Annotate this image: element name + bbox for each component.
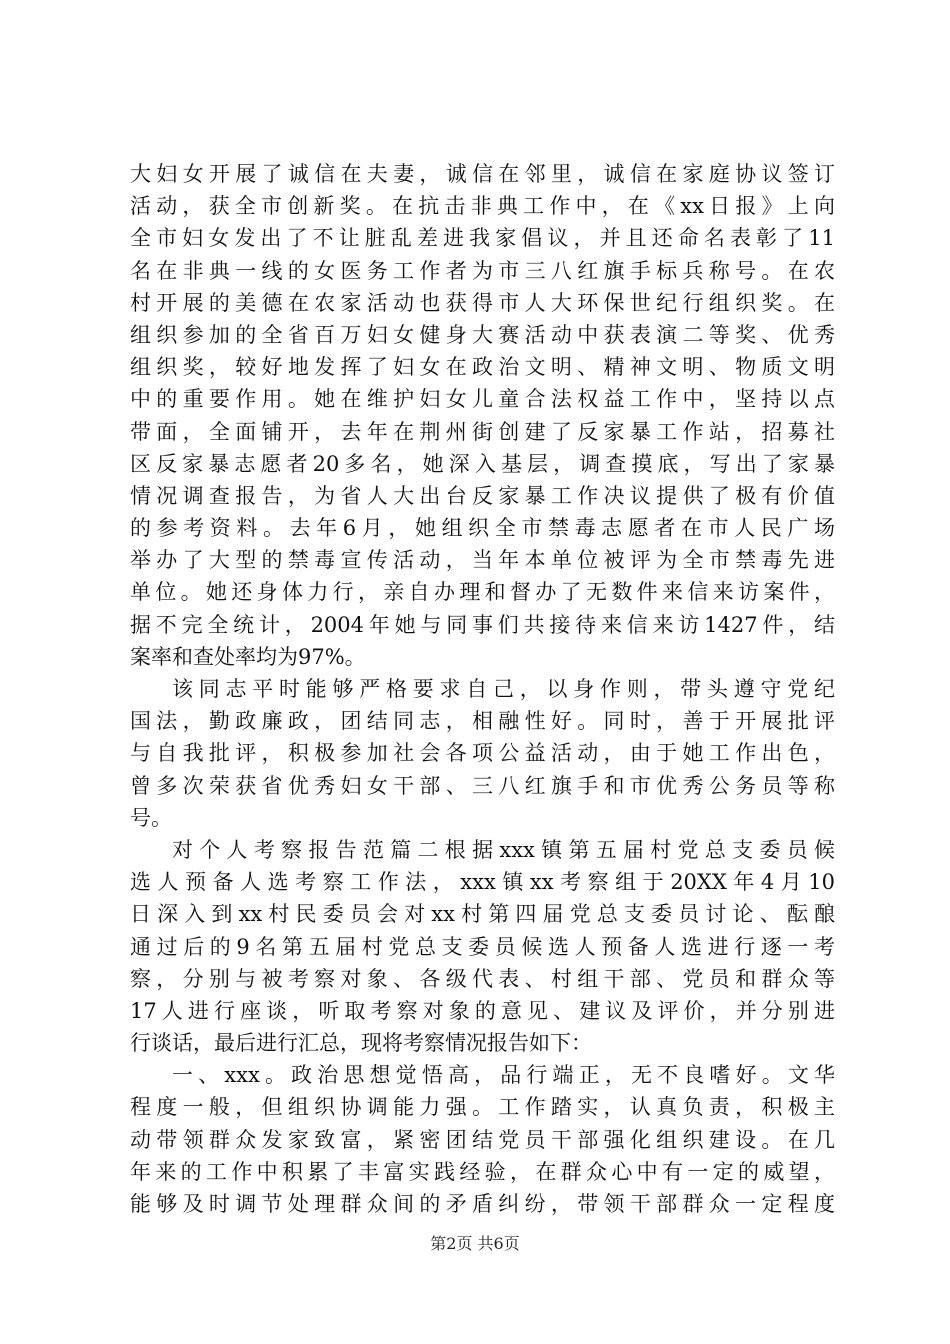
text-line: 国法，勤政廉政，团结同志，相融性好。同时，善于开展批评 (130, 709, 835, 734)
text-line: 动带领群众发家致富，紧密团结党员干部强化组织建设。在几 (130, 1127, 835, 1152)
text-line: 全市妇女发出了不让脏乱差进我家倡议，并且还命名表彰了11 (130, 226, 835, 251)
text-line: 17人进行座谈，听取考察对象的意见、建议及评价，并分别进 (130, 998, 835, 1023)
text-line: 日深入到xx村民委员会对xx村第四届党总支委员讨论、酝酿 (130, 902, 835, 927)
text-line: 大妇女开展了诚信在夫妻，诚信在邻里，诚信在家庭协议签订 (130, 162, 835, 186)
text-line: 活动，获全市创新奖。在抗击非典工作中，在《xx日报》上向 (130, 194, 835, 219)
text-line: 与自我批评，积极参加社会各项公益活动，由于她工作出色， (130, 741, 835, 766)
text-line: 情况调查报告，为省人大出台反家暴工作决议提供了极有价值 (130, 483, 835, 508)
text-line: 带面，全面铺开，去年在荆州街创建了反家暴工作站，招募社 (130, 419, 835, 444)
text-line: 能够及时调节处理群众间的矛盾纠纷，带领干部群众一定程度 (130, 1192, 835, 1216)
text-line: 名在非典一线的女医务工作者为市三八红旗手标兵称号。在农 (130, 258, 835, 283)
text-line: 的参考资料。去年6月，她组织全市禁毒志愿者在市人民广场 (130, 516, 835, 541)
text-line: 中的重要作用。她在维护妇女儿童合法权益工作中，坚持以点 (130, 387, 835, 412)
text-line: 曾多次荣获省优秀妇女干部、三八红旗手和市优秀公务员等称 (130, 773, 835, 798)
text-line: 组织奖，较好地发挥了妇女在政治文明、精神文明、物质文明 (130, 355, 835, 380)
text-line: 区反家暴志愿者20多名，她深入基层，调查摸底，写出了家暴 (130, 451, 835, 476)
text-line: 该同志平时能够严格要求自己，以身作则，带头遵守党纪 (172, 677, 835, 701)
text-line: 对个人考察报告范篇二根据xxx镇第五届村党总支委员候 (172, 837, 835, 862)
text-line: 察，分别与被考察对象、各级代表、村组干部、党员和群众等 (130, 966, 835, 991)
text-line: 程度一般，但组织协调能力强。工作踏实，认真负责，积极主 (130, 1095, 835, 1120)
text-line: 年来的工作中积累了丰富实践经验，在群众心中有一定的威望， (130, 1159, 835, 1184)
text-line: 选人预备人选考察工作法，xxx镇xx考察组于20XX年4月10 (130, 870, 835, 895)
text-line: 村开展的美德在农家活动也获得市人大环保世纪行组织奖。在 (130, 290, 835, 315)
page-number-footer: 第2页 共6页 (430, 1234, 520, 1253)
text-line: 通过后的9名第五届村党总支委员候选人预备人选进行逐一考 (130, 934, 835, 959)
text-line: 单位。她还身体力行，亲自办理和督办了无数件来信来访案件， (130, 580, 835, 605)
text-line: 号。 (130, 805, 172, 830)
text-line: 行谈话，最后进行汇总，现将考察情况报告如下： (130, 1031, 592, 1056)
document-body (130, 158, 835, 1220)
text-line: 举办了大型的禁毒宣传活动，当年本单位被评为全市禁毒先进 (130, 548, 835, 573)
text-line: 据不完全统计，2004年她与同事们共接待来信来访1427件，结 (130, 612, 835, 637)
text-line: 组织参加的全省百万妇女健身大赛活动中获表演二等奖、优秀 (130, 322, 835, 347)
text-line: 案率和查处率均为97%。 (130, 644, 366, 669)
text-line: 一、xxx。政治思想觉悟高，品行端正，无不良嗜好。文华 (172, 1063, 835, 1088)
